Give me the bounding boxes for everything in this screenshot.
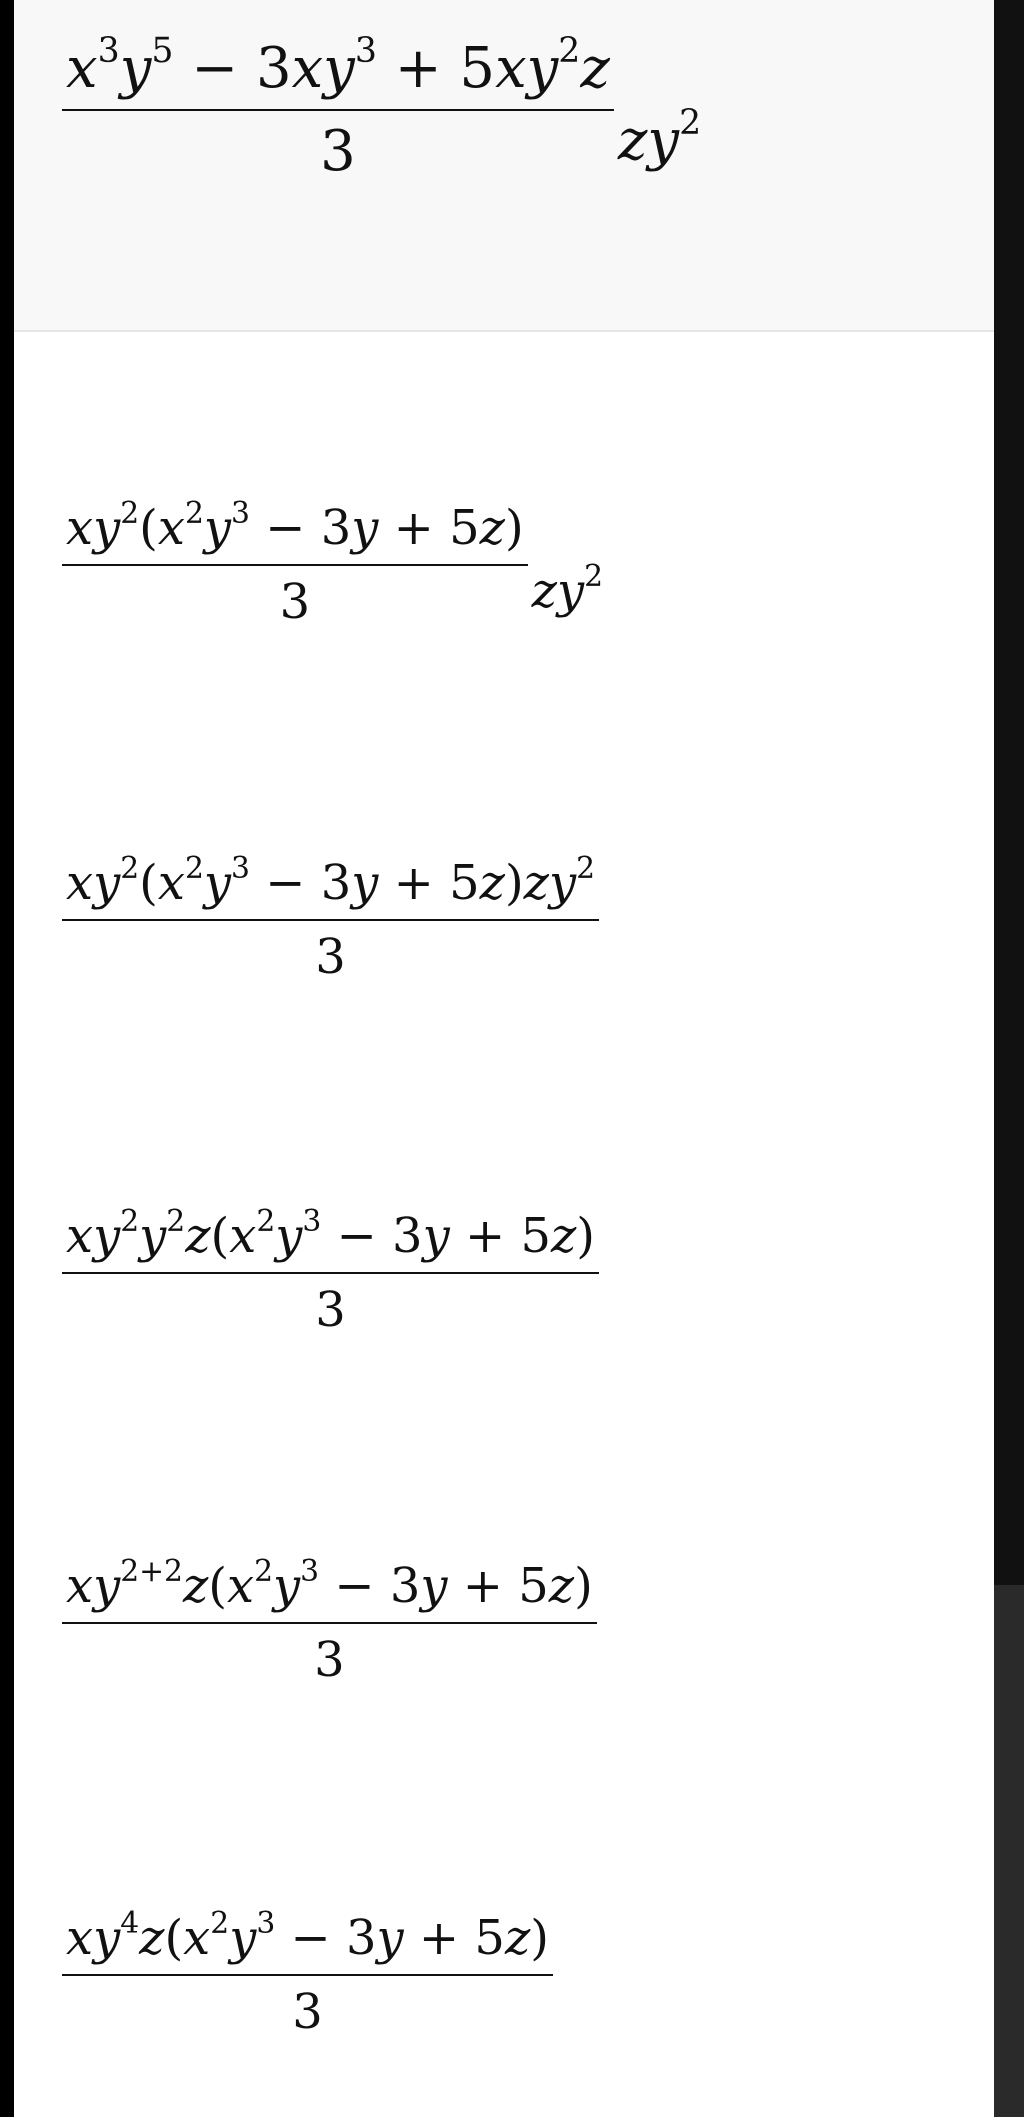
fraction [62, 1203, 599, 1338]
trailing-factor: $zy^2$ [531, 558, 604, 619]
denominator: 3 [279, 574, 311, 630]
page [14, 0, 994, 2117]
trailing-factor: $zy^2$ [617, 102, 702, 173]
fraction [62, 850, 599, 985]
numerator: $xy^4z(x^2y^3 - 3y + 5z)$ [66, 1905, 549, 1966]
expression-step-1 [62, 31, 702, 184]
numerator: $xy^2(x^2y^3 - 3y + 5z)zy^2$ [66, 850, 596, 911]
fraction [62, 1905, 553, 2040]
expression-step-6 [62, 1905, 553, 2040]
right-edge-lower [994, 1585, 1024, 2117]
denominator: 3 [315, 1282, 346, 1338]
fraction [62, 1553, 597, 1688]
expression-step-4 [62, 1203, 599, 1338]
numerator: $xy^2(x^2y^3 - 3y + 5z)$ [66, 495, 524, 556]
denominator: 3 [292, 1984, 323, 2040]
denominator: 3 [315, 929, 346, 985]
expression-step-5 [62, 1553, 597, 1688]
expression-step-3 [62, 850, 599, 985]
fraction [62, 31, 614, 184]
numerator: $xy^2y^2z(x^2y^3 - 3y + 5z)$ [66, 1203, 596, 1264]
fraction [62, 495, 528, 630]
denominator: 3 [320, 119, 356, 184]
denominator: 3 [314, 1632, 345, 1688]
expression-step-2 [62, 495, 604, 630]
numerator: $x^3y^5 - 3xy^3 + 5xy^2z$ [66, 31, 610, 101]
numerator: $xy^{2+2}z(x^2y^3 - 3y + 5z)$ [66, 1553, 593, 1614]
